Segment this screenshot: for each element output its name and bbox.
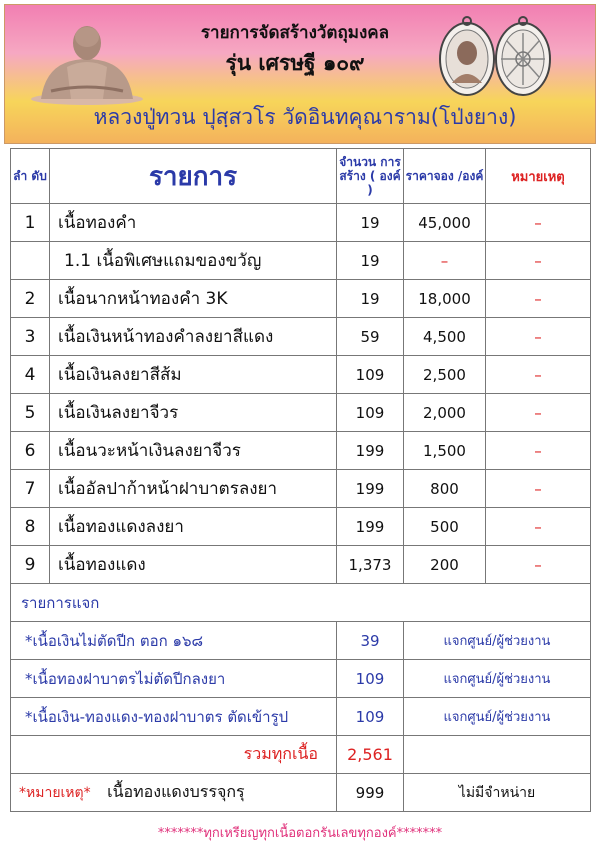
row-qty: 19 xyxy=(337,280,404,318)
table-header-row xyxy=(11,149,591,204)
row-number: 6 xyxy=(11,432,50,470)
table-row xyxy=(11,546,591,584)
table-row xyxy=(11,280,591,318)
giveaway-note: แจกศูนย์/ผู้ช่วยงาน xyxy=(404,660,591,698)
medal-images xyxy=(435,13,555,103)
row-qty: 1,373 xyxy=(337,546,404,584)
row-price: 200 xyxy=(404,546,486,584)
table-row xyxy=(11,432,591,470)
amulet-price-table xyxy=(10,148,591,812)
giveaway-qty: 109 xyxy=(337,660,404,698)
remark-value: ไม่มีจำหน่าย xyxy=(404,774,591,812)
row-number: 4 xyxy=(11,356,50,394)
row-item: เนื้อทองแดง xyxy=(50,546,337,584)
row-qty: 199 xyxy=(337,432,404,470)
row-qty: 19 xyxy=(337,204,404,242)
row-price: 2,500 xyxy=(404,356,486,394)
row-item: เนื้อนากหน้าทองคำ 3K xyxy=(50,280,337,318)
row-number: 7 xyxy=(11,470,50,508)
row-item: เนื้อเงินลงยาจีวร xyxy=(50,394,337,432)
column-header-price: ราคาจอง /องค์ xyxy=(404,149,486,204)
row-item: เนื้อทองคำ xyxy=(50,204,337,242)
table-row xyxy=(11,318,591,356)
total-empty-cell xyxy=(404,736,591,774)
giveaway-item: *เนื้อเงิน-ทองแดง-ทองฝาบาตร ตัดเข้ารูป xyxy=(11,698,337,736)
row-note: – xyxy=(486,318,591,356)
column-header-qty: จำนวน การสร้าง ( องค์ ) xyxy=(337,149,404,204)
row-note: – xyxy=(486,204,591,242)
header-banner xyxy=(4,4,596,144)
column-header-index: ลำ ดับ xyxy=(11,149,50,204)
row-number: 9 xyxy=(11,546,50,584)
header-title-line1: รายการจัดสร้างวัตถุมงคล xyxy=(200,23,390,43)
row-qty: 19 xyxy=(337,242,404,280)
giveaway-item: *เนื้อทองฝาบาตรไม่ตัดปีกลงยา xyxy=(11,660,337,698)
row-price: 4,500 xyxy=(404,318,486,356)
row-qty: 199 xyxy=(337,508,404,546)
row-note: – xyxy=(486,356,591,394)
row-number: 3 xyxy=(11,318,50,356)
row-price: – xyxy=(404,242,486,280)
row-number: 5 xyxy=(11,394,50,432)
row-note: – xyxy=(486,432,591,470)
row-price: 18,000 xyxy=(404,280,486,318)
total-label: รวมทุกเนื้อ xyxy=(11,736,337,774)
table-row xyxy=(11,242,591,280)
column-header-item: รายการ xyxy=(50,149,337,204)
row-item: เนื้อนวะหน้าเงินลงยาจีวร xyxy=(50,432,337,470)
remark-item: เนื้อทองแดงบรรจุกรุ xyxy=(107,782,245,801)
row-note: – xyxy=(486,470,591,508)
row-item: เนื้ออัลปาก้าหน้าฝาบาตรลงยา xyxy=(50,470,337,508)
monk-statue-image xyxy=(27,13,147,105)
table-row xyxy=(11,204,591,242)
giveaway-qty: 109 xyxy=(337,698,404,736)
table-row xyxy=(11,470,591,508)
row-qty: 109 xyxy=(337,394,404,432)
total-value: 2,561 xyxy=(337,736,404,774)
row-price: 800 xyxy=(404,470,486,508)
row-qty: 59 xyxy=(337,318,404,356)
row-qty: 109 xyxy=(337,356,404,394)
remark-cell xyxy=(11,774,337,812)
row-price: 1,500 xyxy=(404,432,486,470)
giveaway-row xyxy=(11,660,591,698)
table-row xyxy=(11,356,591,394)
remark-qty: 999 xyxy=(337,774,404,812)
row-qty: 199 xyxy=(337,470,404,508)
row-price: 2,000 xyxy=(404,394,486,432)
giveaway-row xyxy=(11,622,591,660)
total-row xyxy=(11,736,591,774)
row-item: เนื้อเงินลงยาสีส้ม xyxy=(50,356,337,394)
footer-note: *******ทุกเหรียญทุกเนื้อตอกรันเลขทุกองค์******* xyxy=(157,826,443,841)
remark-label: *หมายเหตุ* xyxy=(19,785,91,801)
giveaway-item: *เนื้อเงินไม่ตัดปีก ตอก ๑๖๘ xyxy=(11,622,337,660)
row-note: – xyxy=(486,280,591,318)
table-row xyxy=(11,394,591,432)
giveaway-title-row xyxy=(11,584,591,622)
header-subtitle: หลวงปู่ทวน ปุสฺสวโร วัดอินทคุณาราม(โป่งยาง) xyxy=(93,105,517,129)
row-note: – xyxy=(486,242,591,280)
column-header-note: หมายเหตุ xyxy=(486,149,591,204)
row-price: 500 xyxy=(404,508,486,546)
giveaway-note: แจกศูนย์/ผู้ช่วยงาน xyxy=(404,698,591,736)
row-number: 1 xyxy=(11,204,50,242)
remark-row xyxy=(11,774,591,812)
row-number: 2 xyxy=(11,280,50,318)
header-title-line2: รุ่น เศรษฐี ๑๐๙ xyxy=(225,51,365,75)
row-item: เนื้อเงินหน้าทองคำลงยาสีแดง xyxy=(50,318,337,356)
table-row xyxy=(11,508,591,546)
row-number xyxy=(11,242,50,280)
row-price: 45,000 xyxy=(404,204,486,242)
row-number: 8 xyxy=(11,508,50,546)
row-item: เนื้อทองแดงลงยา xyxy=(50,508,337,546)
row-note: – xyxy=(486,394,591,432)
giveaway-title: รายการแจก xyxy=(11,584,591,622)
giveaway-row xyxy=(11,698,591,736)
row-note: – xyxy=(486,546,591,584)
row-item: 1.1 เนื้อพิเศษแถมของขวัญ xyxy=(50,242,337,280)
row-note: – xyxy=(486,508,591,546)
giveaway-note: แจกศูนย์/ผู้ช่วยงาน xyxy=(404,622,591,660)
giveaway-qty: 39 xyxy=(337,622,404,660)
